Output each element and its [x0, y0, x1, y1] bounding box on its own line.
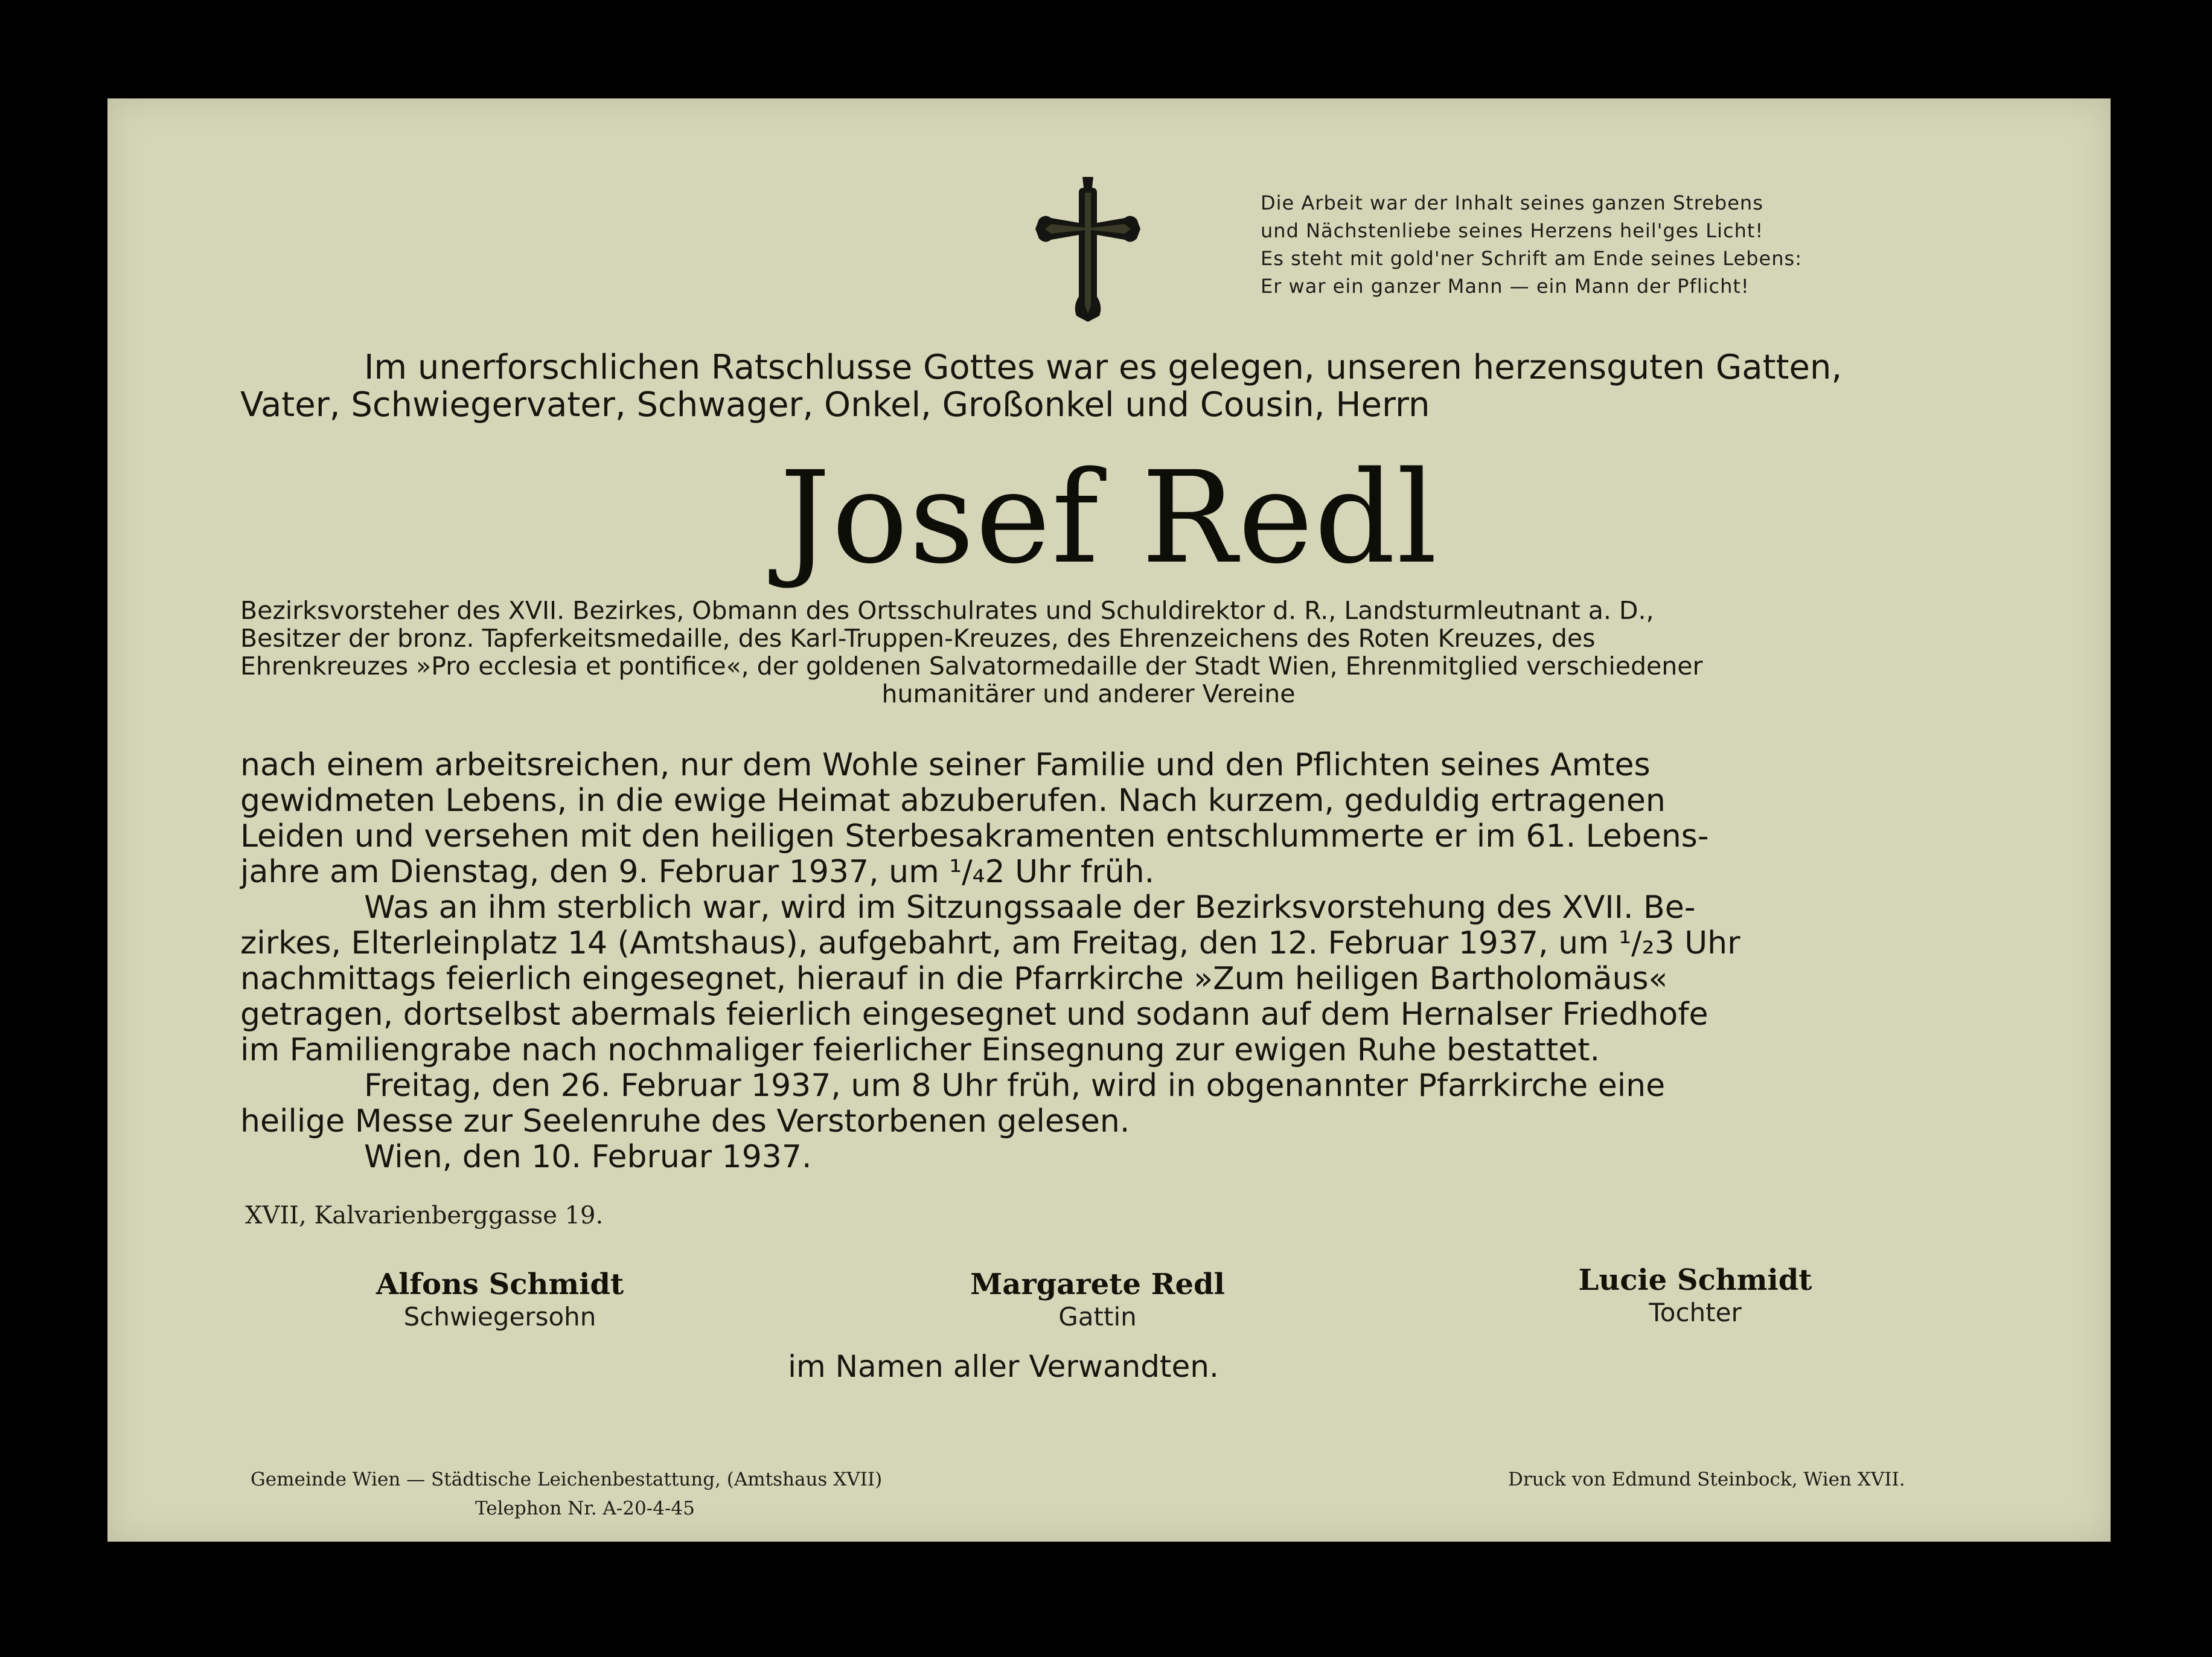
signatory [886, 1267, 1309, 1332]
titles-paragraph [240, 597, 1937, 708]
intro-line: Im unerforschlichen Ratschlusse Gottes war es gelegen, unseren herzensguten Gatten, [364, 348, 1843, 387]
body-line: heilige Messe zur Seelenruhe des Verstorbenen gelesen. [240, 1103, 1130, 1139]
footer-service-name: Gemeinde Wien — Städtische Leichenbestattung, (Amtshaus XVII) [251, 1469, 883, 1490]
body-line: gewidmeten Lebens, in die ewige Heimat abzuberufen. Nach kurzem, geduldig ertragenen [240, 783, 1666, 819]
motto-line: Die Arbeit war der Inhalt seines ganzen Strebens [1261, 191, 1763, 214]
body-line: getragen, dortselbst abermals feierlich eingesegnet und sodann auf dem Hernalser Friedhofe [240, 996, 1709, 1033]
titles-line: Bezirksvorsteher des XVII. Bezirkes, Obmann des Ortsschulrates und Schuldirektor d. R., Landsturmleutnant a. D., [240, 596, 1654, 625]
motto-verse [1261, 189, 2045, 300]
relatives-line: im Namen aller Verwandten. [788, 1349, 1219, 1384]
signatory-name: Alfons Schmidt [376, 1268, 624, 1301]
obituary-card [107, 98, 2111, 1542]
address: XVII, Kalvarienberggasse 19. [245, 1202, 604, 1229]
cross-icon [1034, 176, 1142, 323]
body-line: nachmittags feierlich eingesegnet, hierauf in die Pfarrkirche »Zum heiligen Bartholomäus« [240, 961, 1668, 997]
motto-line: Es steht mit gold'ner Schrift am Ende seines Lebens: [1261, 247, 1802, 270]
body-line: zirkes, Elterleinplatz 14 (Amtshaus), aufgebahrt, am Freitag, den 12. Februar 1937, um ¹/₂3 Uhr [240, 925, 1741, 961]
signatory-role: Tochter [1649, 1298, 1742, 1327]
footer-telephone: Telephon Nr. A-20-4-45 [475, 1498, 695, 1519]
body-line: jahre am Dienstag, den 9. Februar 1937, um ¹/₄2 Uhr früh. [240, 854, 1155, 890]
titles-line: humanitärer und anderer Vereine [881, 679, 1296, 708]
body-line: Freitag, den 26. Februar 1937, um 8 Uhr früh, wird in obgenannter Pfarrkirche eine [364, 1068, 1666, 1104]
body-line: Leiden und versehen mit den heiligen Sterbesakramenten entschlummerte er im 61. Lebens- [240, 818, 1709, 854]
body-line: Was an ihm sterblich war, wird im Sitzungssaale der Bezirksvorstehung des XVII. Be- [364, 889, 1696, 926]
intro-paragraph [240, 349, 1937, 424]
signatory-name: Margarete Redl [970, 1268, 1225, 1301]
signatory-name: Lucie Schmidt [1578, 1263, 1812, 1297]
signatory [1484, 1263, 1907, 1328]
body-line: nach einem arbeitsreichen, nur dem Wohle seiner Familie und den Pflichten seines Amtes [240, 747, 1651, 783]
titles-line: Ehrenkreuzes »Pro ecclesia et pontifice«, der goldenen Salvatormedaille der Stadt Wien, Ehrenmitglied verschiedener [240, 652, 1703, 681]
motto-line: und Nächstenliebe seines Herzens heil'ges Licht! [1261, 219, 1764, 242]
titles-line: Besitzer der bronz. Tapferkeitsmedaille, des Karl-Truppen-Kreuzes, des Ehrenzeichens des Roten Kreuzes, des [240, 624, 1596, 653]
motto-line: Er war ein ganzer Mann — ein Mann der Pflicht! [1261, 275, 1750, 298]
intro-line: Vater, Schwiegervater, Schwager, Onkel, Großonkel und Cousin, Herrn [240, 385, 1430, 425]
signatory [289, 1267, 711, 1332]
signatory-role: Schwiegersohn [403, 1302, 596, 1332]
deceased-name: Josef Redl [779, 444, 1439, 592]
body-text [240, 748, 1937, 1175]
footer-funeral-service [251, 1465, 939, 1523]
body-line: im Familiengrabe nach nochmaliger feierlicher Einsegnung zur ewigen Ruhe bestattet. [240, 1032, 1600, 1068]
signatory-role: Gattin [1058, 1302, 1137, 1332]
footer-printer: Druck von Edmund Steinbock, Wien XVII. [1508, 1469, 1905, 1490]
date-line: Wien, den 10. Februar 1937. [364, 1139, 812, 1175]
